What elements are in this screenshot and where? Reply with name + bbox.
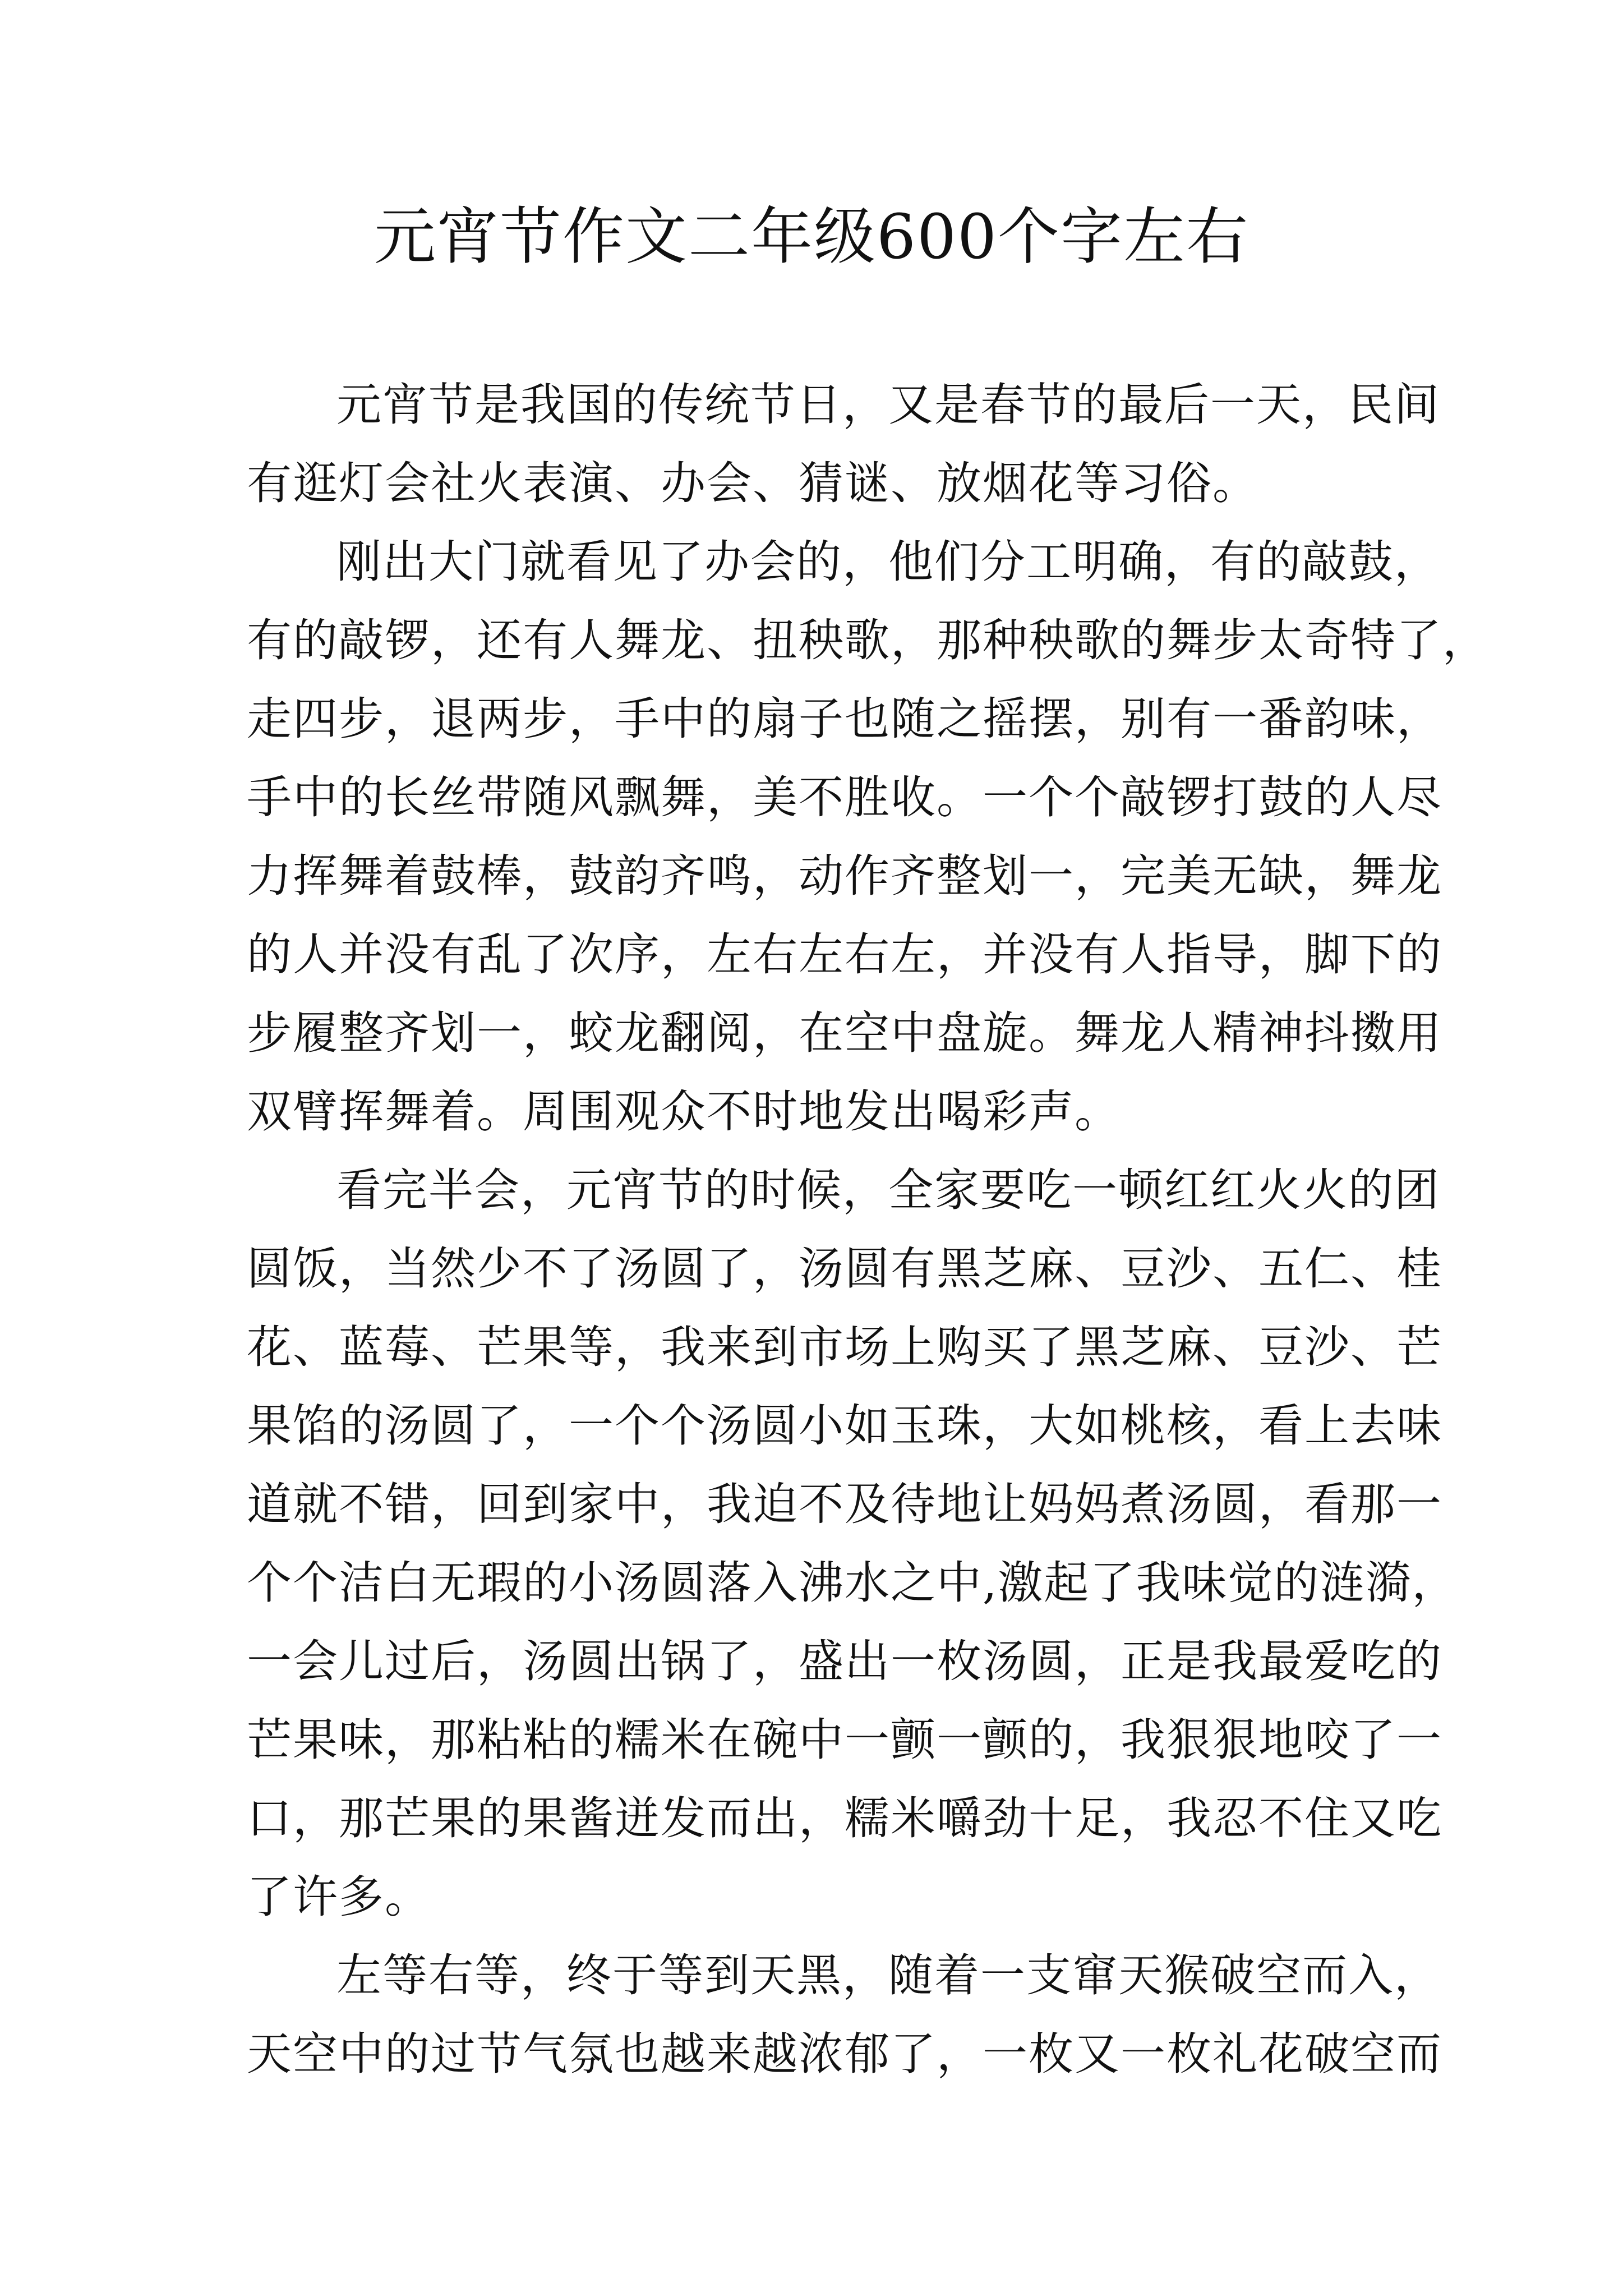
paragraph-2-line-5: 力挥舞着鼓棒，鼓韵齐鸣，动作齐整划一，完美无缺，舞龙 <box>247 850 1442 902</box>
paragraph-3-line-10: 了许多。 <box>247 1871 431 1923</box>
paragraph-1-line-2: 有逛灯会社火表演、办会、猜谜、放烟花等习俗。 <box>247 457 1258 509</box>
paragraph-2-line-6: 的人并没有乱了次序，左右左右左，并没有人指导，脚下的 <box>247 928 1442 981</box>
paragraph-2-line-2: 有的敲锣，还有人舞龙、扭秧歌，那种秧歌的舞步太奇特了， <box>247 614 1488 666</box>
paragraph-1-line-1: 元宵节是我国的传统节日，又是春节的最后一天，民间 <box>336 379 1440 431</box>
paragraph-4-line-2: 天空中的过节气氛也越来越浓郁了，一枚又一枚礼花破空而 <box>247 2028 1442 2080</box>
paragraph-3-line-6: 个个洁白无瑕的小汤圆落入沸水之中,激起了我味觉的涟漪， <box>247 1557 1458 1609</box>
document-title: 元宵节作文二年级600个字左右 <box>374 201 1249 273</box>
paragraph-3-line-1: 看完半会，元宵节的时候，全家要吃一顿红红火火的团 <box>336 1164 1440 1216</box>
paragraph-2-line-3: 走四步，退两步，手中的扇子也随之摇摆，别有一番韵味， <box>247 693 1442 745</box>
paragraph-3-line-5: 道就不错，回到家中，我迫不及待地让妈妈煮汤圆，看那一 <box>247 1478 1442 1530</box>
paragraph-3-line-7: 一会儿过后，汤圆出锅了，盛出一枚汤圆，正是我最爱吃的 <box>247 1635 1442 1687</box>
paragraph-3-line-9: 口，那芒果的果酱迸发而出，糯米嚼劲十足，我忍不住又吃 <box>247 1792 1442 1844</box>
paragraph-3-line-2: 圆饭，当然少不了汤圆了，汤圆有黑芝麻、豆沙、五仁、桂 <box>247 1243 1442 1295</box>
paragraph-2-line-1: 刚出大门就看见了办会的，他们分工明确，有的敲鼓， <box>336 536 1440 588</box>
paragraph-2-line-7: 步履整齐划一，蛟龙翻阅，在空中盘旋。舞龙人精神抖擞用 <box>247 1007 1442 1059</box>
paragraph-3-line-4: 果馅的汤圆了，一个个汤圆小如玉珠，大如桃核，看上去味 <box>247 1400 1442 1452</box>
paragraph-3-line-3: 花、蓝莓、芒果等，我来到市场上购买了黑芝麻、豆沙、芒 <box>247 1321 1442 1373</box>
paragraph-4-line-1: 左等右等，终于等到天黑，随着一支窜天猴破空而入， <box>336 1949 1440 2001</box>
paragraph-3-line-8: 芒果味，那粘粘的糯米在碗中一颤一颤的，我狠狠地咬了一 <box>247 1714 1442 1766</box>
document-body <box>247 366 1488 2093</box>
paragraph-2-line-8: 双臂挥舞着。周围观众不时地发出喝彩声。 <box>247 1085 1121 1138</box>
paragraph-2-line-4: 手中的长丝带随风飘舞，美不胜收。一个个敲锣打鼓的人尽 <box>247 771 1442 823</box>
